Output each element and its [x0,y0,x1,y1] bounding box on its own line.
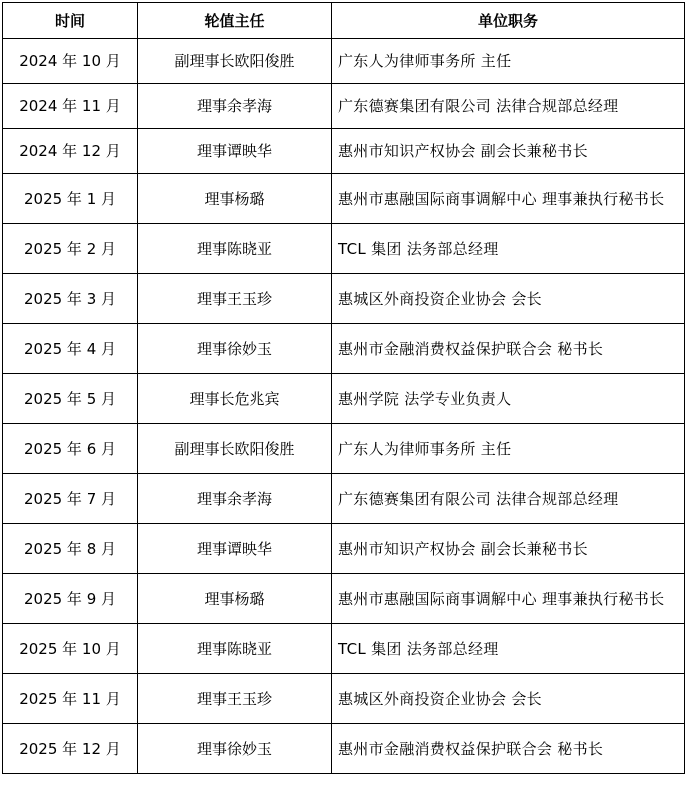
table-row [3,424,685,474]
cell-chair: 副理事长欧阳俊胜 [138,424,332,474]
cell-time: 2024 年 12 月 [3,129,138,174]
cell-time: 2025 年 12 月 [3,724,138,774]
cell-chair: 理事陈晓亚 [138,224,332,274]
cell-chair: 副理事长欧阳俊胜 [138,39,332,84]
cell-chair: 理事王玉珍 [138,674,332,724]
table-row [3,39,685,84]
cell-time: 2024 年 10 月 [3,39,138,84]
table-row [3,374,685,424]
column-header-time: 时间 [3,3,138,39]
cell-time: 2025 年 9 月 [3,574,138,624]
table-row [3,574,685,624]
cell-org: TCL 集团 法务部总经理 [332,624,685,674]
cell-time: 2025 年 5 月 [3,374,138,424]
cell-chair: 理事杨璐 [138,174,332,224]
cell-org: 广东人为律师事务所 主任 [332,39,685,84]
cell-chair: 理事长危兆宾 [138,374,332,424]
cell-org: TCL 集团 法务部总经理 [332,224,685,274]
table-row [3,84,685,129]
cell-chair: 理事徐妙玉 [138,724,332,774]
column-header-org: 单位职务 [332,3,685,39]
cell-chair: 理事王玉珍 [138,274,332,324]
cell-chair: 理事余孝海 [138,474,332,524]
cell-time: 2025 年 4 月 [3,324,138,374]
table-row [3,524,685,574]
table-row [3,174,685,224]
cell-chair: 理事余孝海 [138,84,332,129]
cell-time: 2025 年 6 月 [3,424,138,474]
table-row [3,474,685,524]
rotation-schedule-table [2,2,685,774]
table-row [3,724,685,774]
cell-chair: 理事谭映华 [138,524,332,574]
table-row [3,274,685,324]
cell-time: 2025 年 2 月 [3,224,138,274]
cell-org: 广东人为律师事务所 主任 [332,424,685,474]
header-row [3,3,685,39]
cell-time: 2025 年 7 月 [3,474,138,524]
table-row [3,324,685,374]
cell-time: 2025 年 8 月 [3,524,138,574]
table-row [3,624,685,674]
table-row [3,129,685,174]
cell-chair: 理事陈晓亚 [138,624,332,674]
table-row [3,224,685,274]
cell-time: 2025 年 3 月 [3,274,138,324]
cell-org: 惠州市惠融国际商事调解中心 理事兼执行秘书长 [332,174,685,224]
cell-org: 惠州市知识产权协会 副会长兼秘书长 [332,129,685,174]
cell-chair: 理事徐妙玉 [138,324,332,374]
table-body [3,39,685,774]
table-header [3,3,685,39]
cell-time: 2025 年 1 月 [3,174,138,224]
cell-org: 广东德赛集团有限公司 法律合规部总经理 [332,84,685,129]
cell-chair: 理事谭映华 [138,129,332,174]
cell-time: 2024 年 11 月 [3,84,138,129]
table-row [3,674,685,724]
cell-org: 惠城区外商投资企业协会 会长 [332,274,685,324]
cell-chair: 理事杨璐 [138,574,332,624]
cell-org: 惠州市知识产权协会 副会长兼秘书长 [332,524,685,574]
cell-time: 2025 年 10 月 [3,624,138,674]
column-header-chair: 轮值主任 [138,3,332,39]
cell-org: 广东德赛集团有限公司 法律合规部总经理 [332,474,685,524]
cell-time: 2025 年 11 月 [3,674,138,724]
cell-org: 惠州市惠融国际商事调解中心 理事兼执行秘书长 [332,574,685,624]
cell-org: 惠州学院 法学专业负责人 [332,374,685,424]
cell-org: 惠城区外商投资企业协会 会长 [332,674,685,724]
cell-org: 惠州市金融消费权益保护联合会 秘书长 [332,324,685,374]
cell-org: 惠州市金融消费权益保护联合会 秘书长 [332,724,685,774]
